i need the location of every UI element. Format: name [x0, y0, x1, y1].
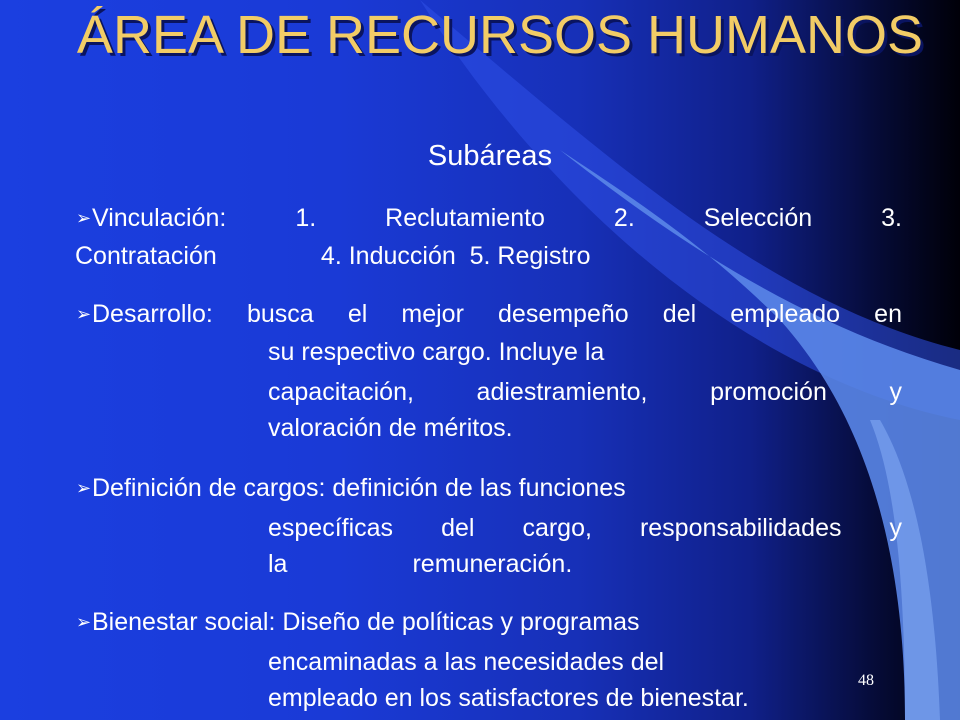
slide-title: ÁREA DE RECURSOS HUMANOS	[76, 5, 924, 65]
item-vinculacion-line-1: Vinculación: 1. Reclutamiento 2. Selección 3.	[92, 204, 902, 232]
item-definicion-line-3: la remuneración.	[268, 550, 573, 578]
item-bienestar-line-1: Bienestar social: Diseño de políticas y programas	[92, 608, 640, 636]
item-bienestar-line-3: empleado en los satisfactores de bienestar.	[268, 684, 749, 712]
item-desarrollo-line-3: capacitación, adiestramiento, promoción y	[268, 378, 902, 406]
item-desarrollo-line-1: Desarrollo: busca el mejor desempeño del empleado en	[92, 300, 902, 328]
item-desarrollo-line-2: su respectivo cargo. Incluye la	[268, 338, 605, 366]
arrow-bullet-icon: ➢	[76, 304, 92, 324]
arrow-bullet-icon: ➢	[76, 478, 92, 498]
item-definicion-line-2: específicas del cargo, responsabilidades y	[268, 514, 902, 542]
slide-subtitle: Subáreas	[427, 140, 553, 172]
item-desarrollo-line-4: valoración de méritos.	[268, 414, 513, 442]
item-vinculacion-line-2: Contratación 4. Inducción 5. Registro	[75, 242, 591, 270]
arrow-bullet-icon: ➢	[76, 612, 92, 632]
arrow-bullet-icon: ➢	[76, 208, 92, 228]
item-definicion-line-1: Definición de cargos: definición de las funciones	[92, 474, 626, 502]
page-number: 48	[858, 672, 874, 689]
item-bienestar-line-2: encaminadas a las necesidades del	[268, 648, 665, 676]
